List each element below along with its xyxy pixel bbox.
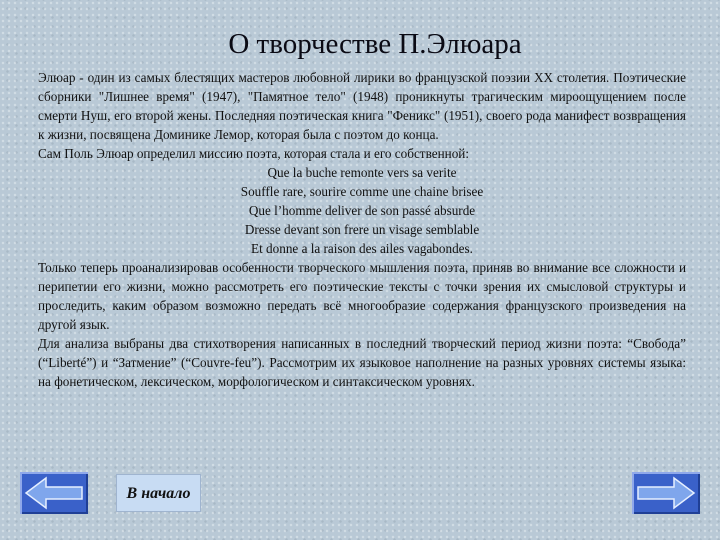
arrow-right-icon [632,472,700,514]
paragraph-selection: Для анализа выбраны два стихотворения написанных в последний творческий период жизни поэта: “Свобода” (“Liberté”) и “Затмение” (“Couvre-feu”). Рассмотрим их языковое наполнение на разных уровнях системы языка: на фонетическом, лексическом, морфологическом и синтаксическом уровнях. [38,336,686,389]
poem-line: Que la buche remonte vers sa verite [267,165,457,180]
previous-slide-button[interactable] [20,472,88,514]
poem-line: Dresse devant son frere un visage semblable [244,222,480,237]
poem-line: Souffle rare, sourire comme une chaine brisee [240,184,484,199]
arrow-left-icon [20,472,88,514]
page-title: О творчестве П.Элюара [228,28,522,60]
paragraph-mission: Сам Поль Элюар определил миссию поэта, которая стала и его собственной: [38,146,470,161]
home-button[interactable]: В начало [116,474,201,512]
poem-line: Et donne a la raison des ailes vagabondes. [251,241,473,256]
paragraph-analysis: Только теперь проанализировав особенности творческого мышления поэта, приняв во внимание все сложности и перипетии его жизни, можно рассмотреть его поэтические тексты с точки зрения их смысловой структуры и проследить, каким образом возможно передать всё многообразие содержания французского произведения на другой язык. [38,260,686,332]
paragraph-intro: Элюар - один из самых блестящих мастеров любовной лирики во французской поэзии ХХ столетия. Поэтические сборники "Лишнее время" (1947), "Памятное тело" (1948) проникнуты трагическим мироощущением после смерти Нуш, его второй жены. Последняя поэтическая книга "Феникс" (1951), своего рода манифест возвращения к жизни, посвящена Доминике Лемор, которая была с поэтом до конца. [38,70,686,142]
main-text [38,68,686,391]
next-slide-button[interactable] [632,472,700,514]
poem-quote [38,163,686,258]
poem-line: Que l’homme deliver de son passé absurde [248,203,476,218]
